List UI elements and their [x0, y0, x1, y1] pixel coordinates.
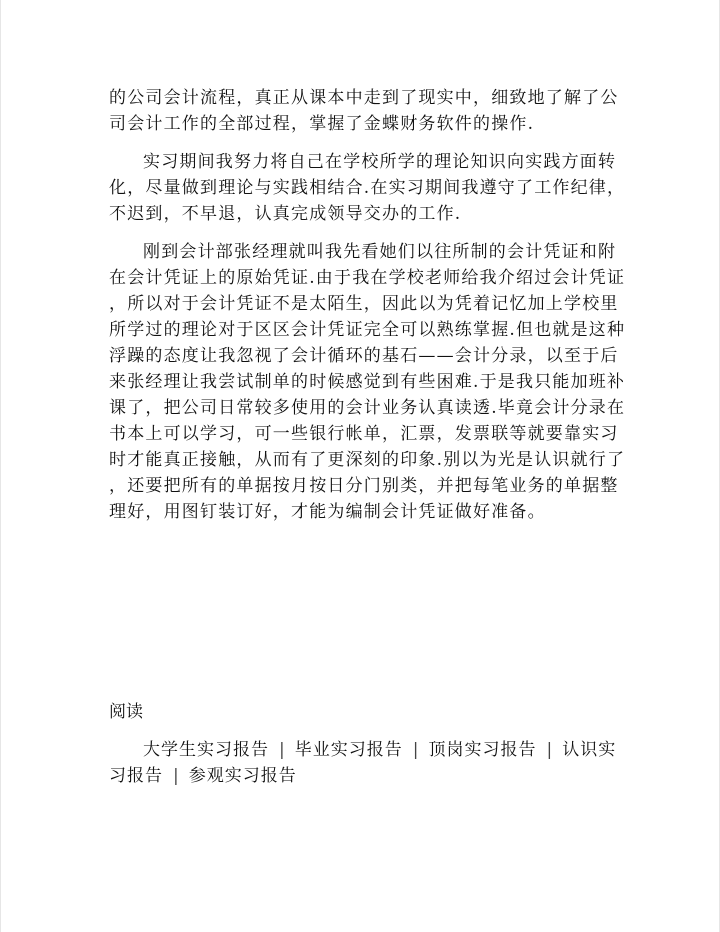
link-separator: | [173, 766, 179, 786]
link-cognitive-internship-report-part1[interactable]: 认识实 [562, 740, 617, 760]
paragraph-3-line-2: 在会计凭证上的原始凭证.由于我在学校老师给我介绍过会计凭证 [109, 268, 626, 288]
paragraph-3-line-6: 来张经理让我尝试制单的时候感觉到有些困难.于是我只能加班补 [109, 372, 626, 392]
paragraph-3-line-8: 书本上可以学习，可一些银行帐单，汇票，发票联等就要靠实习 [109, 424, 619, 444]
link-separator: | [279, 740, 285, 760]
paragraph-2-line-1: 实习期间我努力将自己在学校所学的理论知识向实践方面转 [143, 152, 617, 172]
paragraph-1-line-1: 的公司会计流程，真正从课本中走到了现实中，细致地了解了公 [109, 88, 619, 108]
paragraph-3-line-3: ，所以对于会计凭证不是太陌生，因此以为凭着记忆加上学校里 [109, 294, 619, 314]
link-on-the-job-internship-report[interactable]: 顶岗实习报告 [428, 740, 537, 760]
paragraph-3-line-5: 浮躁的态度让我忽视了会计循环的基石——会计分录，以至于后 [109, 346, 619, 366]
paragraph-2-line-2: 化，尽量做到理论与实践相结合.在实习期间我遵守了工作纪律， [109, 178, 626, 198]
paragraph-3-line-9: 时才能真正接触，从而有了更深刻的印象.别以为光是认识就行了 [109, 450, 626, 470]
link-graduation-internship-report[interactable]: 毕业实习报告 [294, 740, 403, 760]
link-visit-internship-report[interactable]: 参观实习报告 [188, 766, 297, 786]
paragraph-3-line-10: ，还要把所有的单据按月按日分门别类，并把每笔业务的单据整 [109, 476, 619, 496]
paragraph-3-line-7: 课了，把公司日常较多使用的会计业务认真读透.毕竟会计分录在 [109, 398, 626, 418]
paragraph-3-line-4: 所学过的理论对于区区会计凭证完全可以熟练掌握.但也就是这种 [109, 320, 626, 340]
reading-label: 阅读 [109, 702, 143, 722]
paragraph-1-line-2: 司会计工作的全部过程，掌握了金蝶财务软件的操作. [109, 114, 535, 134]
paragraph-3-line-1: 刚到会计部张经理就叫我先看她们以往所制的会计凭证和附 [143, 242, 617, 262]
related-links-row-2 [109, 764, 297, 788]
link-college-internship-report[interactable]: 大学生实习报告 [143, 740, 269, 760]
link-cognitive-internship-report-part2[interactable]: 习报告 [109, 766, 163, 786]
link-separator: | [412, 740, 419, 760]
paragraph-2-line-3: 不迟到，不早退，认真完成领导交办的工作. [109, 204, 462, 224]
related-links-row-1 [143, 738, 616, 762]
link-separator: | [546, 740, 553, 760]
paragraph-3-line-11: 理好，用图钉装订好，才能为编制会计凭证做好准备。 [109, 502, 546, 522]
